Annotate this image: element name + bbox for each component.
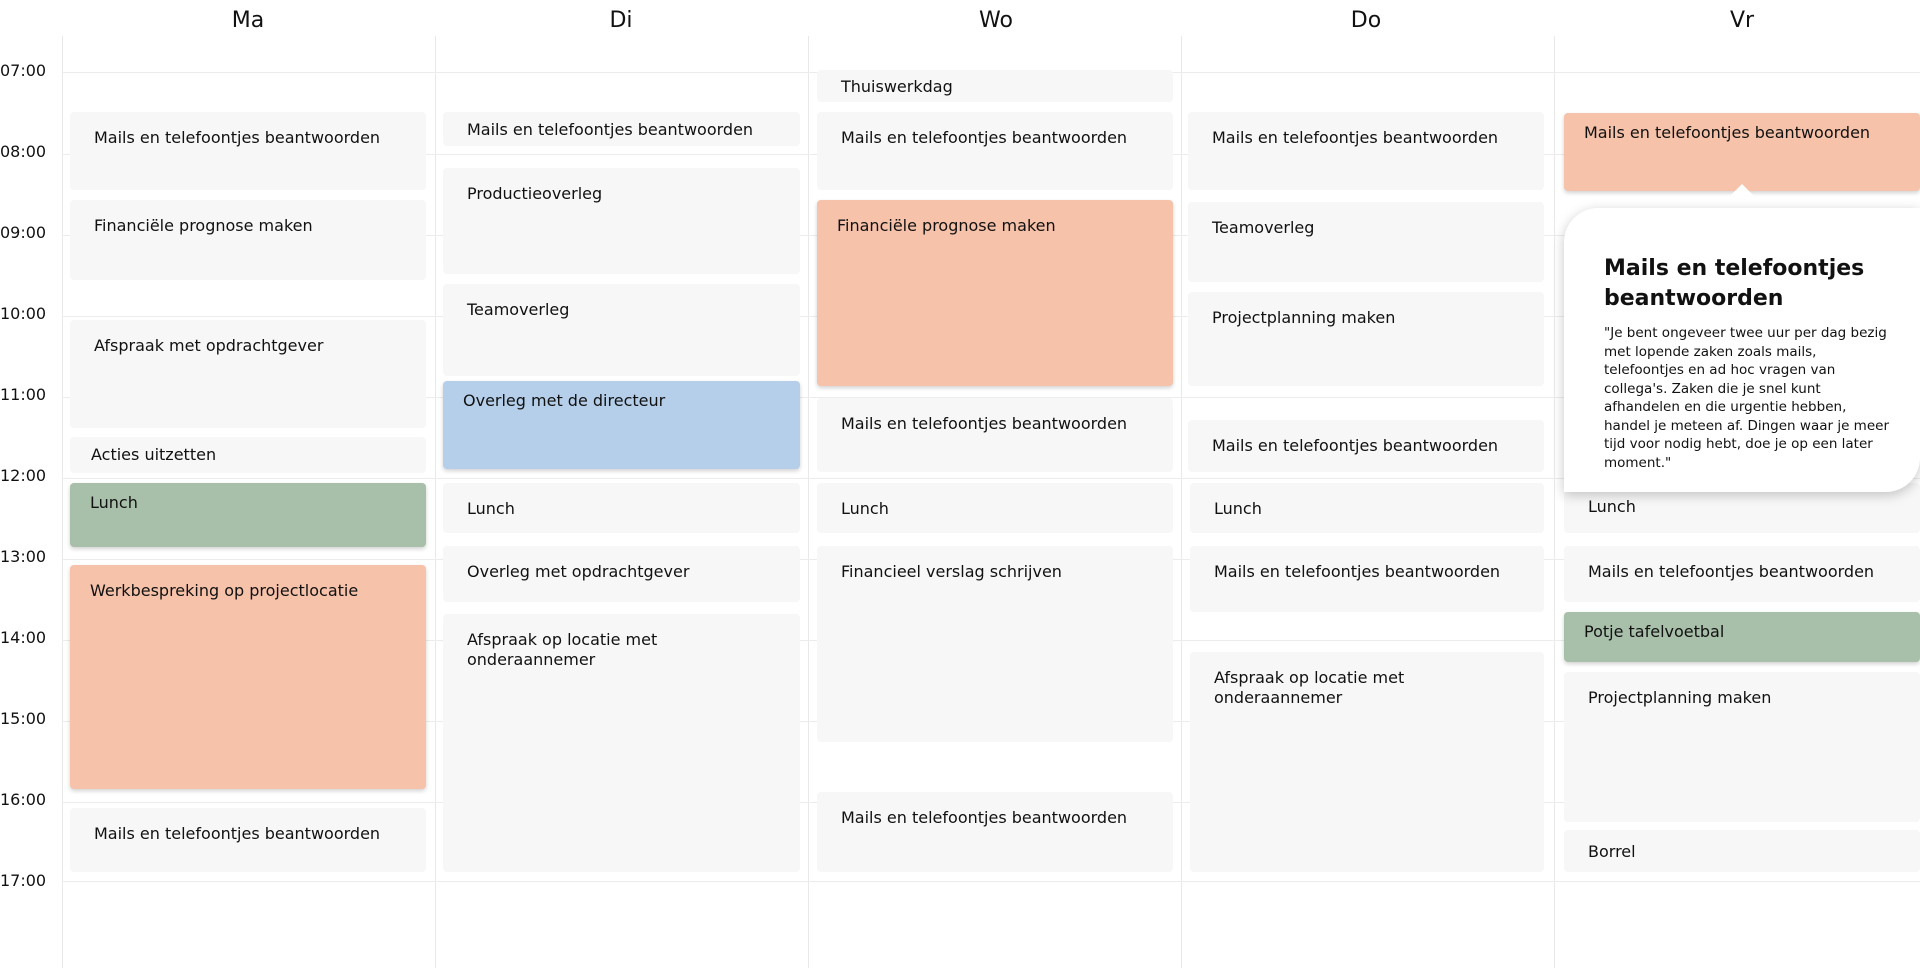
- column-divider: [1554, 36, 1555, 968]
- time-label: 17:00: [0, 871, 47, 890]
- event-ma-acties-uitzetten[interactable]: Acties uitzetten: [70, 437, 426, 473]
- event-wo-thuiswerkdag[interactable]: Thuiswerkdag: [817, 70, 1173, 102]
- event-ma-mails-2[interactable]: Mails en telefoontjes beantwoorden: [70, 808, 426, 872]
- event-vr-mails-1[interactable]: Mails en telefoontjes beantwoorden: [1564, 113, 1920, 191]
- event-detail-popover: [1564, 208, 1920, 492]
- event-di-overleg-directeur[interactable]: Overleg met de directeur: [443, 381, 800, 469]
- event-wo-mails-3[interactable]: Mails en telefoontjes beantwoorden: [817, 792, 1173, 872]
- day-header-di: Di: [609, 8, 633, 33]
- event-wo-financieel-verslag[interactable]: Financieel verslag schrijven: [817, 546, 1173, 742]
- event-do-mails-2[interactable]: Mails en telefoontjes beantwoorden: [1188, 420, 1544, 472]
- event-ma-lunch[interactable]: Lunch: [70, 483, 426, 547]
- event-wo-mails-1[interactable]: Mails en telefoontjes beantwoorden: [817, 112, 1173, 190]
- event-vr-projectplanning[interactable]: Projectplanning maken: [1564, 672, 1920, 822]
- event-vr-mails-2[interactable]: Mails en telefoontjes beantwoorden: [1564, 546, 1920, 602]
- event-di-overleg-opdrachtgever[interactable]: Overleg met opdrachtgever: [443, 546, 800, 602]
- popover-description: "Je bent ongeveer twee uur per dag bezig met lopende zaken zoals mails, telefoontjes en ad hoc vragen van collega's. Zaken die je snel kunt afhandelen en die urgentie hebben, handel je meteen af. Dingen waar je meer tijd voor nodig hebt, doe je op een later moment.": [1604, 325, 1889, 471]
- event-wo-lunch[interactable]: Lunch: [817, 483, 1173, 533]
- time-label: 13:00: [0, 547, 47, 566]
- event-ma-financiele-prognose[interactable]: Financiële prognose maken: [70, 200, 426, 280]
- event-ma-werkbespreking[interactable]: Werkbespreking op projectlocatie: [70, 565, 426, 789]
- time-label: 09:00: [0, 223, 47, 242]
- day-header-ma: Ma: [231, 8, 265, 33]
- event-wo-mails-2[interactable]: Mails en telefoontjes beantwoorden: [817, 398, 1173, 472]
- event-ma-mails-1[interactable]: Mails en telefoontjes beantwoorden: [70, 112, 426, 190]
- column-divider: [808, 36, 809, 968]
- time-label: 15:00: [0, 709, 47, 728]
- popover-arrow: [1728, 184, 1756, 198]
- column-divider: [435, 36, 436, 968]
- time-label: 16:00: [0, 790, 47, 809]
- time-label: 14:00: [0, 628, 47, 647]
- event-do-mails-1[interactable]: Mails en telefoontjes beantwoorden: [1188, 112, 1544, 190]
- event-do-afspraak-onderaannemer[interactable]: Afspraak op locatie met onderaannemer: [1190, 652, 1544, 872]
- event-ma-afspraak-opdrachtgever[interactable]: Afspraak met opdrachtgever: [70, 320, 426, 428]
- event-do-teamoverleg[interactable]: Teamoverleg: [1188, 202, 1544, 282]
- day-header-do: Do: [1350, 8, 1382, 33]
- event-do-mails-3[interactable]: Mails en telefoontjes beantwoorden: [1190, 546, 1544, 612]
- time-label: 10:00: [0, 304, 47, 323]
- event-di-afspraak-onderaannemer[interactable]: Afspraak op locatie met onderaannemer: [443, 614, 800, 872]
- event-do-projectplanning[interactable]: Projectplanning maken: [1188, 292, 1544, 386]
- event-di-mails[interactable]: Mails en telefoontjes beantwoorden: [443, 112, 800, 146]
- event-wo-financiele-prognose[interactable]: Financiële prognose maken: [817, 200, 1173, 386]
- event-di-lunch[interactable]: Lunch: [443, 483, 800, 533]
- event-vr-lunch[interactable]: Lunch: [1564, 483, 1920, 533]
- time-label: 12:00: [0, 466, 47, 485]
- event-di-productieoverleg[interactable]: Productieoverleg: [443, 168, 800, 274]
- day-header-vr: Vr: [1729, 8, 1755, 33]
- event-vr-borrel[interactable]: Borrel: [1564, 830, 1920, 872]
- event-do-lunch[interactable]: Lunch: [1190, 483, 1544, 533]
- popover-title: Mails en telefoontjes beantwoorden: [1604, 256, 1865, 311]
- day-header-wo: Wo: [979, 8, 1013, 33]
- event-vr-tafelvoetbal[interactable]: Potje tafelvoetbal: [1564, 612, 1920, 662]
- column-divider: [1181, 36, 1182, 968]
- hour-line: [62, 881, 1920, 882]
- column-divider: [62, 36, 63, 968]
- time-label: 07:00: [0, 61, 47, 80]
- time-label: 08:00: [0, 142, 47, 161]
- event-di-teamoverleg[interactable]: Teamoverleg: [443, 284, 800, 376]
- time-label: 11:00: [0, 385, 47, 404]
